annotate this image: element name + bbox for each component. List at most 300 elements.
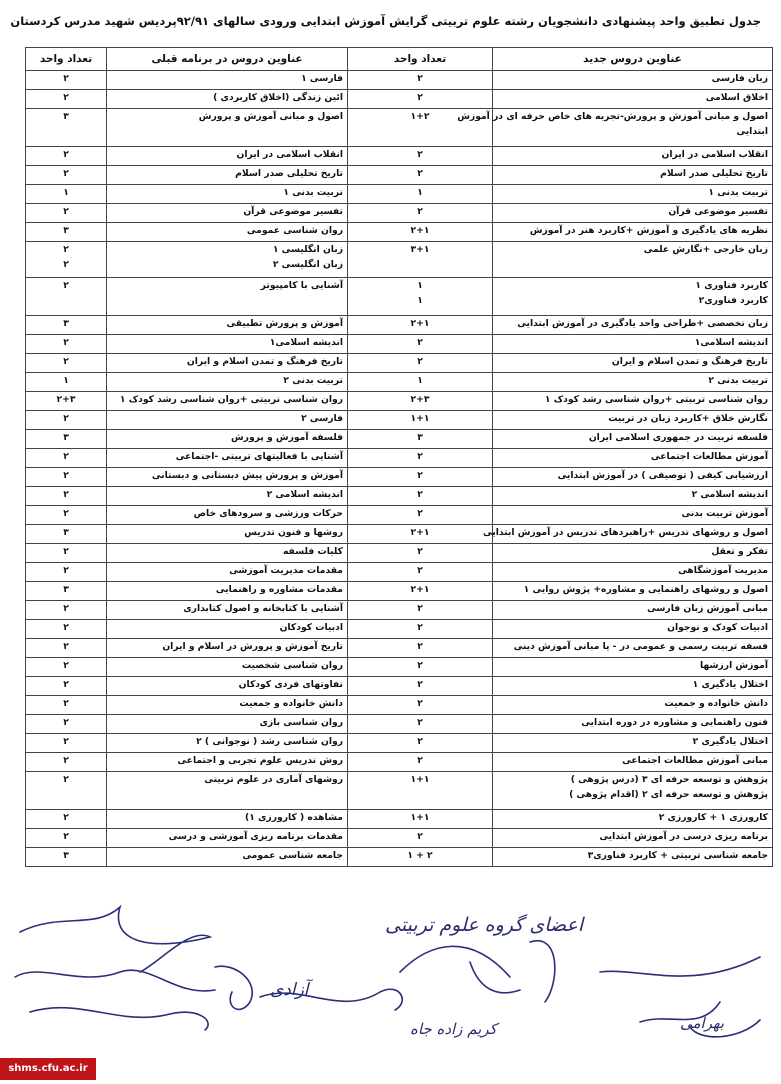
new-course-cell-line: مدیریت آموزشگاهی xyxy=(678,565,768,576)
new-units-cell-line: ۲ xyxy=(417,679,423,690)
new-course-cell xyxy=(493,242,773,278)
old-units-cell xyxy=(26,185,107,204)
new-course-cell-line: برنامه ریزی درسی در آموزش ابتدایی xyxy=(599,831,768,842)
new-course-cell xyxy=(493,582,773,601)
new-course-cell-line: اندیشه اسلامی۱ xyxy=(694,337,768,348)
old-units-cell-line: ۲ xyxy=(63,603,69,614)
new-course-cell-line: اخلاق اسلامی xyxy=(705,92,768,103)
old-course-cell-line: تاریخ فرهنگ و تمدن اسلام و ایران xyxy=(186,356,343,367)
new-course-cell xyxy=(493,392,773,411)
new-units-cell xyxy=(348,204,493,223)
table-row xyxy=(26,242,773,278)
table-row xyxy=(26,223,773,242)
new-units-cell xyxy=(348,278,493,316)
old-course-cell-line: مشاهده ( کارورزی ۱) xyxy=(245,812,343,823)
old-course-cell xyxy=(107,506,348,525)
old-course-cell xyxy=(107,354,348,373)
new-course-cell-line: اندیشه اسلامی ۲ xyxy=(691,489,768,500)
new-units-cell-line: ۲ xyxy=(417,736,423,747)
header-new-units: تعداد واحد xyxy=(348,48,493,71)
old-units-cell-line: ۲ xyxy=(63,73,69,84)
new-course-cell-line: تربیت بدنی ۲ xyxy=(708,375,768,386)
old-course-cell-line: تربیت بدنی ۲ xyxy=(283,375,343,386)
new-units-cell-line: ۳ xyxy=(417,432,423,443)
new-units-cell xyxy=(348,166,493,185)
old-course-cell xyxy=(107,204,348,223)
new-units-cell xyxy=(348,639,493,658)
old-units-cell-line: ۲+۳ xyxy=(56,394,76,405)
old-units-cell-line: ۲ xyxy=(63,736,69,747)
table-row xyxy=(26,354,773,373)
new-units-cell-line: ۲ xyxy=(417,717,423,728)
old-units-cell xyxy=(26,204,107,223)
old-course-cell-line: تفاوتهای فردی کودکان xyxy=(238,679,343,690)
old-course-cell xyxy=(107,848,348,867)
new-course-cell xyxy=(493,204,773,223)
new-units-cell-line: ۲ xyxy=(417,641,423,652)
old-course-cell-line: ائین زندگی (اخلاق کاربردی ) xyxy=(213,92,343,103)
old-units-cell-line: ۲ xyxy=(63,565,69,576)
new-units-cell-line: ۲ xyxy=(417,356,423,367)
new-course-cell xyxy=(493,147,773,166)
new-course-cell-line: تفسیر موضوعی قرآن xyxy=(668,206,768,217)
old-units-cell-line: ۲ xyxy=(63,622,69,633)
new-course-cell xyxy=(493,185,773,204)
new-course-cell-line: تاریخ فرهنگ و تمدن اسلام و ایران xyxy=(611,356,768,367)
table-row xyxy=(26,753,773,772)
old-course-cell-line: اصول و مبانی آموزش و پرورش xyxy=(198,111,343,122)
old-units-cell xyxy=(26,147,107,166)
new-units-cell xyxy=(348,582,493,601)
old-course-cell xyxy=(107,449,348,468)
old-course-cell-line: کلیات فلسفه xyxy=(282,546,343,557)
old-course-cell xyxy=(107,620,348,639)
old-units-cell xyxy=(26,487,107,506)
new-units-cell xyxy=(348,487,493,506)
old-units-cell xyxy=(26,506,107,525)
table-row xyxy=(26,696,773,715)
table-row xyxy=(26,90,773,109)
old-course-cell xyxy=(107,90,348,109)
old-units-cell xyxy=(26,392,107,411)
table-row xyxy=(26,734,773,753)
new-units-cell xyxy=(348,563,493,582)
old-units-cell-line: ۱ xyxy=(63,187,69,198)
old-course-cell-line: روشها و فنون تدریس xyxy=(244,527,343,538)
old-units-cell xyxy=(26,658,107,677)
new-course-cell-line: زبان خارجی +نگارش علمی xyxy=(643,244,768,255)
old-units-cell xyxy=(26,772,107,810)
new-units-cell-line: ۲ xyxy=(417,451,423,462)
old-course-cell xyxy=(107,715,348,734)
old-units-cell-line: ۲ xyxy=(63,470,69,481)
new-course-cell xyxy=(493,772,773,810)
old-course-cell xyxy=(107,430,348,449)
old-course-cell-line: آموزش و پرورش پیش دبستانی و دبستانی xyxy=(151,470,343,481)
new-course-cell-line: اصول و روشهای راهنمایی و مشاوره+ پژوش روایی ۱ xyxy=(523,584,768,595)
old-units-cell-line: ۲ xyxy=(63,641,69,652)
page-title: جدول تطبیق واحد پیشنهادی دانشجویان رشته علوم تربیتی گرایش آموزش ابتدایی ورودی سالهای ۹۲/۹۱پردیس شهید مدرس کردستان xyxy=(10,14,761,28)
new-course-cell-line: فنون راهنمایی و مشاوره در دوره ابتدایی xyxy=(581,717,768,728)
new-units-cell xyxy=(348,506,493,525)
signature-area xyxy=(0,902,781,1052)
new-units-cell-line: ۲ xyxy=(417,546,423,557)
new-units-cell-line: ۱ xyxy=(417,187,423,198)
old-course-cell xyxy=(107,411,348,430)
old-units-cell xyxy=(26,109,107,147)
header-new-courses: عناوین دروس جدید xyxy=(493,48,773,71)
new-course-cell xyxy=(493,316,773,335)
new-units-cell xyxy=(348,601,493,620)
old-course-cell-line: آشنایی با کتابخانه و اصول کتابداری xyxy=(183,603,343,614)
old-course-cell xyxy=(107,563,348,582)
table-row xyxy=(26,582,773,601)
old-course-cell-line: روان شناسی شخصیت xyxy=(241,660,343,671)
new-units-cell-line: ۲ xyxy=(417,755,423,766)
old-units-cell-line: ۳ xyxy=(63,111,69,122)
old-units-cell xyxy=(26,335,107,354)
new-units-cell xyxy=(348,677,493,696)
old-units-cell xyxy=(26,810,107,829)
new-course-cell-line: تفکر و تعقل xyxy=(711,546,768,557)
old-units-cell xyxy=(26,468,107,487)
old-course-cell-line: دانش خانواده و جمعیت xyxy=(239,698,343,709)
new-units-cell-line: ۱+۱ xyxy=(410,413,430,424)
old-course-cell-line: تفسیر موضوعی قرآن xyxy=(243,206,343,217)
new-units-cell-line: ۲+۱ xyxy=(410,527,430,538)
new-course-cell-line: فلسفه تربیت در جمهوری اسلامی ایران xyxy=(588,432,768,443)
new-course-cell xyxy=(493,715,773,734)
signature-name-b: کریم زاده جاه xyxy=(410,1020,497,1038)
new-units-cell xyxy=(348,185,493,204)
old-units-cell-line: ۲ xyxy=(63,812,69,823)
new-units-cell xyxy=(348,829,493,848)
new-course-cell xyxy=(493,223,773,242)
new-course-cell-line: جامعه شناسی تربیتی + کاربرد فناوری۳ xyxy=(587,850,768,861)
new-course-cell-line: روان شناسی تربیتی +روان شناسی رشد کودک ۱ xyxy=(544,394,768,405)
table-row xyxy=(26,109,773,147)
new-course-cell-line: فسفه تربیت رسمی و عمومی در - یا مبانی آموزش دینی xyxy=(513,641,768,652)
new-units-cell-line: ۲+۱ xyxy=(410,225,430,236)
new-units-cell-line: ۱ xyxy=(417,375,423,386)
new-course-cell-line: پژوهش و توسعه حرفه ای ۳ (درس پژوهی ) xyxy=(570,774,768,785)
old-units-cell-line: ۳ xyxy=(63,318,69,329)
old-course-cell xyxy=(107,525,348,544)
old-units-cell xyxy=(26,848,107,867)
old-course-cell-line: آموزش و پرورش تطبیقی xyxy=(226,318,343,329)
old-course-cell xyxy=(107,166,348,185)
new-course-cell-line: مبانی آموزش مطالعات اجتماعی xyxy=(622,755,768,766)
table-row xyxy=(26,620,773,639)
old-course-cell-line: حرکات ورزشی و سرودهای خاص xyxy=(193,508,343,519)
new-units-cell-line: ۲ xyxy=(417,149,423,160)
new-course-cell xyxy=(493,620,773,639)
old-course-cell-line: انقلاب اسلامی در ایران xyxy=(236,149,343,160)
old-course-cell-line: زبان انگلیسی ۱ xyxy=(272,244,343,255)
new-units-cell-line: ۲ xyxy=(417,508,423,519)
old-course-cell-line: روشهای آماری در علوم تربیتی xyxy=(204,774,343,785)
new-course-cell-line: ابتدایی xyxy=(736,126,768,137)
new-units-cell-line: ۳+۱ xyxy=(410,244,430,255)
new-course-cell-line: تاریخ تحلیلی صدر اسلام xyxy=(660,168,768,179)
new-units-cell-line: ۲ xyxy=(417,470,423,481)
new-course-cell xyxy=(493,829,773,848)
old-course-cell-line: مقدمات مدیریت آموزشی xyxy=(229,565,343,576)
old-units-cell xyxy=(26,582,107,601)
new-course-cell xyxy=(493,753,773,772)
old-units-cell-line: ۲ xyxy=(63,508,69,519)
new-course-cell-line: مبانی آموزش زبان فارسی xyxy=(647,603,768,614)
new-units-cell xyxy=(348,71,493,90)
new-units-cell xyxy=(348,392,493,411)
old-units-cell-line: ۲ xyxy=(63,451,69,462)
table-row xyxy=(26,639,773,658)
new-course-cell xyxy=(493,848,773,867)
table-row xyxy=(26,411,773,430)
old-course-cell xyxy=(107,601,348,620)
new-course-cell xyxy=(493,734,773,753)
new-units-cell xyxy=(348,335,493,354)
new-course-cell xyxy=(493,166,773,185)
new-course-cell-line: کاربرد فناوری۲ xyxy=(698,295,768,306)
new-units-cell-line: ۲ xyxy=(417,698,423,709)
old-course-cell xyxy=(107,639,348,658)
old-units-cell-line: ۳ xyxy=(63,527,69,538)
new-course-cell-line: اختلال یادگیری ۱ xyxy=(692,679,768,690)
new-course-cell-line: پژوهش و توسعه حرفه ای ۲ (اقدام پژوهی ) xyxy=(569,789,768,800)
old-course-cell xyxy=(107,696,348,715)
old-units-cell xyxy=(26,563,107,582)
old-units-cell xyxy=(26,525,107,544)
old-units-cell xyxy=(26,677,107,696)
old-units-cell-line: ۲ xyxy=(63,660,69,671)
old-course-cell-line: آشنایی با کامپیوتر xyxy=(260,280,343,291)
new-units-cell xyxy=(348,810,493,829)
old-units-cell-line: ۲ xyxy=(63,774,69,785)
old-units-cell xyxy=(26,696,107,715)
old-course-cell-line: ادبیات کودکان xyxy=(279,622,343,633)
footer xyxy=(0,1052,781,1084)
old-units-cell-line: ۲ xyxy=(63,168,69,179)
new-course-cell xyxy=(493,278,773,316)
new-units-cell-line: ۱+۱ xyxy=(410,774,430,785)
new-units-cell xyxy=(348,242,493,278)
old-units-cell xyxy=(26,373,107,392)
new-units-cell-line: ۲+۱ xyxy=(410,318,430,329)
old-course-cell-line: تربیت بدنی ۱ xyxy=(283,187,343,198)
new-units-cell-line: ۲ xyxy=(417,831,423,842)
new-units-cell-line: ۲+۱ xyxy=(410,584,430,595)
table-header-row xyxy=(26,48,773,71)
old-course-cell xyxy=(107,544,348,563)
new-course-cell xyxy=(493,506,773,525)
new-units-cell xyxy=(348,468,493,487)
new-units-cell xyxy=(348,696,493,715)
table-row xyxy=(26,166,773,185)
site-badge[interactable]: shms.cfu.ac.ir xyxy=(0,1058,96,1080)
new-course-cell xyxy=(493,449,773,468)
new-course-cell xyxy=(493,639,773,658)
new-units-cell xyxy=(348,848,493,867)
table-row xyxy=(26,601,773,620)
old-units-cell xyxy=(26,278,107,316)
new-course-cell xyxy=(482,525,773,544)
course-equivalence-table xyxy=(25,47,773,867)
new-course-cell xyxy=(493,810,773,829)
old-units-cell xyxy=(26,639,107,658)
table-row xyxy=(26,278,773,316)
old-units-cell-line: ۲ xyxy=(63,413,69,424)
old-course-cell xyxy=(107,658,348,677)
old-units-cell-line: ۲ xyxy=(63,755,69,766)
new-course-cell-line: آموزش تربیت بدنی xyxy=(681,508,768,519)
new-course-cell xyxy=(493,468,773,487)
new-course-cell xyxy=(493,601,773,620)
new-course-cell-line: زبان فارسی xyxy=(711,73,768,84)
table-row xyxy=(26,204,773,223)
old-units-cell-line: ۲ xyxy=(63,831,69,842)
old-course-cell-line: فارسی ۲ xyxy=(301,413,343,424)
new-units-cell xyxy=(348,411,493,430)
new-units-cell xyxy=(348,449,493,468)
old-course-cell xyxy=(107,392,348,411)
old-units-cell-line: ۲ xyxy=(63,546,69,557)
table-row xyxy=(26,677,773,696)
old-course-cell xyxy=(107,242,348,278)
old-course-cell-line: جامعه شناسی عمومی xyxy=(242,850,343,861)
table-row xyxy=(26,848,773,867)
table-row xyxy=(26,392,773,411)
old-course-cell xyxy=(107,71,348,90)
new-units-cell-line: ۲ xyxy=(417,337,423,348)
old-units-cell-line: ۳ xyxy=(63,584,69,595)
new-course-cell xyxy=(493,71,773,90)
new-units-cell-line: ۱ xyxy=(417,295,423,306)
new-units-cell xyxy=(348,354,493,373)
table-row xyxy=(26,449,773,468)
old-units-cell xyxy=(26,753,107,772)
old-units-cell-line: ۲ xyxy=(63,337,69,348)
new-units-cell xyxy=(348,544,493,563)
old-units-cell-line: ۲ xyxy=(63,206,69,217)
old-course-cell-line: اندیشه اسلامی۱ xyxy=(269,337,343,348)
new-units-cell xyxy=(348,316,493,335)
new-course-cell xyxy=(493,430,773,449)
table-row xyxy=(26,525,773,544)
new-units-cell xyxy=(348,658,493,677)
old-course-cell xyxy=(107,753,348,772)
new-units-cell xyxy=(348,147,493,166)
new-course-cell-line: اصول و روشهای تدریس +راهبردهای تدریس در آموزش ابتدایی xyxy=(482,527,768,538)
new-course-cell xyxy=(493,411,773,430)
old-course-cell-line: آشنایی با فعالیتهای تربیتی -اجتماعی xyxy=(175,451,343,462)
old-course-cell xyxy=(107,109,348,147)
new-course-cell xyxy=(493,373,773,392)
old-course-cell-line: اندیشه اسلامی ۲ xyxy=(266,489,343,500)
old-course-cell-line: تاریخ تحلیلی صدر اسلام xyxy=(235,168,343,179)
table-row xyxy=(26,373,773,392)
table-row xyxy=(26,487,773,506)
old-course-cell xyxy=(107,810,348,829)
table-row xyxy=(26,468,773,487)
new-units-cell-line: ۱ xyxy=(417,280,423,291)
old-course-cell-line: فلسفه آموزش و پرورش xyxy=(230,432,343,443)
old-units-cell-line: ۲ xyxy=(63,698,69,709)
new-course-cell-line: اختلال یادگیری ۲ xyxy=(692,736,768,747)
old-units-cell xyxy=(26,430,107,449)
new-units-cell xyxy=(348,525,493,544)
new-units-cell-line: ۲ xyxy=(417,489,423,500)
table-row xyxy=(26,563,773,582)
old-units-cell xyxy=(26,829,107,848)
table-row xyxy=(26,147,773,166)
old-course-cell xyxy=(107,468,348,487)
old-course-cell-line: زبان انگلیسی ۲ xyxy=(272,259,343,270)
old-course-cell xyxy=(107,316,348,335)
new-units-cell-line: ۲ xyxy=(417,168,423,179)
old-units-cell-line: ۲ xyxy=(63,280,69,291)
old-units-cell xyxy=(26,601,107,620)
new-course-cell-line: اصول و مبانی آموزش و پرورش-تجربه های خاص حرفه ای در آموزش xyxy=(457,111,768,122)
signature-group-label: اعضای گروه علوم تربیتی xyxy=(385,914,584,936)
new-course-cell-line: زبان تخصصی +طراحی واحد یادگیری در آموزش ابتدایی xyxy=(517,318,768,329)
old-units-cell xyxy=(26,90,107,109)
old-course-cell xyxy=(107,829,348,848)
old-units-cell xyxy=(26,223,107,242)
table-body xyxy=(26,71,773,867)
new-course-cell xyxy=(493,90,773,109)
new-course-cell-line: کاربرد فناوری ۱ xyxy=(695,280,768,291)
table-row xyxy=(26,71,773,90)
old-course-cell-line: روان شناسی تربیتی +روان شناسی رشد کودک ۱ xyxy=(119,394,343,405)
old-course-cell-line: روان شناسی عمومی xyxy=(246,225,343,236)
table-row xyxy=(26,544,773,563)
new-units-cell xyxy=(348,223,493,242)
old-units-cell-line: ۲ xyxy=(63,149,69,160)
old-course-cell xyxy=(107,582,348,601)
header-old-units: تعداد واحد xyxy=(26,48,107,71)
old-course-cell-line: روان شناسی بازی xyxy=(259,717,343,728)
header-old-courses: عناوین دروس در برنامه قبلی xyxy=(107,48,348,71)
new-units-cell-line: ۱+۲ xyxy=(410,111,430,122)
old-units-cell-line: ۲ xyxy=(63,244,69,255)
new-course-cell xyxy=(493,487,773,506)
table-row xyxy=(26,715,773,734)
old-units-cell xyxy=(26,449,107,468)
old-units-cell-line: ۱ xyxy=(63,375,69,386)
new-units-cell-line: ۲ xyxy=(417,73,423,84)
old-units-cell xyxy=(26,71,107,90)
new-units-cell-line: ۲ xyxy=(417,622,423,633)
new-course-cell xyxy=(457,109,773,147)
new-units-cell-line: ۲ xyxy=(417,92,423,103)
old-course-cell-line: روش تدریس علوم تجربی و اجتماعی xyxy=(177,755,343,766)
new-units-cell-line: ۲ xyxy=(417,206,423,217)
new-units-cell xyxy=(348,772,493,810)
table-row xyxy=(26,335,773,354)
old-units-cell-line: ۲ xyxy=(63,717,69,728)
new-units-cell xyxy=(348,430,493,449)
table-row xyxy=(26,506,773,525)
new-units-cell-line: ۲ xyxy=(417,565,423,576)
old-course-cell xyxy=(107,734,348,753)
old-units-cell xyxy=(26,715,107,734)
new-course-cell-line: ادبیات کودک و نوجوان xyxy=(667,622,768,633)
old-units-cell xyxy=(26,734,107,753)
new-units-cell xyxy=(348,734,493,753)
new-units-cell-line: ۱+۱ xyxy=(410,812,430,823)
new-course-cell-line: نگارش خلاق +کاربرد زبان در تربیت xyxy=(608,413,768,424)
